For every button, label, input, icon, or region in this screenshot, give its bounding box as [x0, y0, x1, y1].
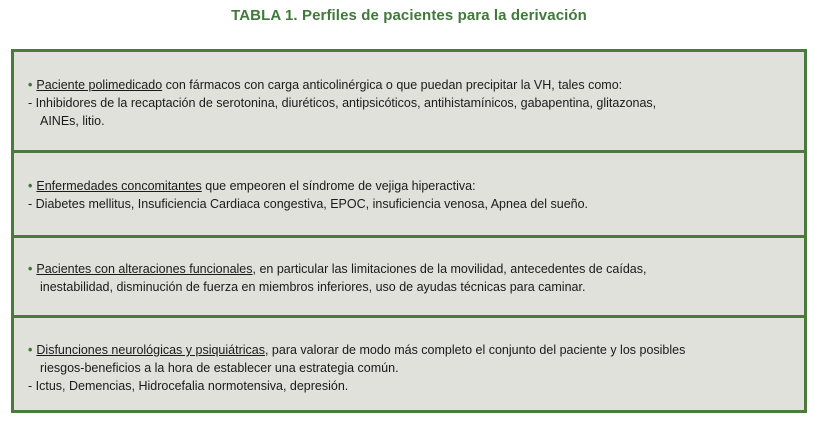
patient-profiles-table: [11, 49, 807, 413]
row-sublist-continuation: AINEs, litio.: [40, 114, 105, 128]
bullet-icon: •: [28, 179, 33, 193]
bullet-icon: •: [28, 262, 33, 276]
bullet-icon: •: [28, 343, 33, 357]
table-row: [14, 52, 804, 150]
bullet-icon: •: [28, 78, 33, 92]
row-text: con fármacos con carga anticolinérgica o que puedan precipitar la VH, tales como:: [162, 78, 623, 92]
row-text: , para valorar de modo más completo el conjunto del paciente y los posibles: [264, 343, 686, 357]
table-row: [14, 318, 804, 410]
row-text: que empeoren el síndrome de vejiga hiperactiva:: [201, 179, 476, 193]
row-heading: Paciente polimedicado: [36, 78, 163, 92]
row-heading: Enfermedades concomitantes: [36, 179, 202, 193]
table-title: TABLA 1. Perfiles de pacientes para la derivación: [231, 7, 587, 24]
row-sublist: - Ictus, Demencias, Hidrocefalia normotensiva, depresión.: [28, 379, 349, 393]
row-sublist: - Diabetes mellitus, Insuficiencia Cardiaca congestiva, EPOC, insuficiencia venosa, Apnea del sueño.: [28, 197, 589, 211]
row-text-continuation: inestabilidad, disminución de fuerza en miembros inferiores, uso de ayudas técnicas para caminar.: [40, 280, 586, 294]
row-text-continuation: riesgos-beneficios a la hora de establecer una estrategia común.: [40, 361, 399, 375]
table-row: [14, 238, 804, 315]
row-heading: Pacientes con alteraciones funcionales: [36, 262, 253, 276]
row-sublist: - Inhibidores de la recaptación de serotonina, diuréticos, antipsicóticos, antihistamínicos, gabapentina, glitazonas,: [28, 96, 657, 110]
table-row: [14, 153, 804, 235]
row-text: , en particular las limitaciones de la movilidad, antecedentes de caídas,: [252, 262, 647, 276]
row-heading: Disfunciones neurológicas y psiquiátricas: [36, 343, 265, 357]
